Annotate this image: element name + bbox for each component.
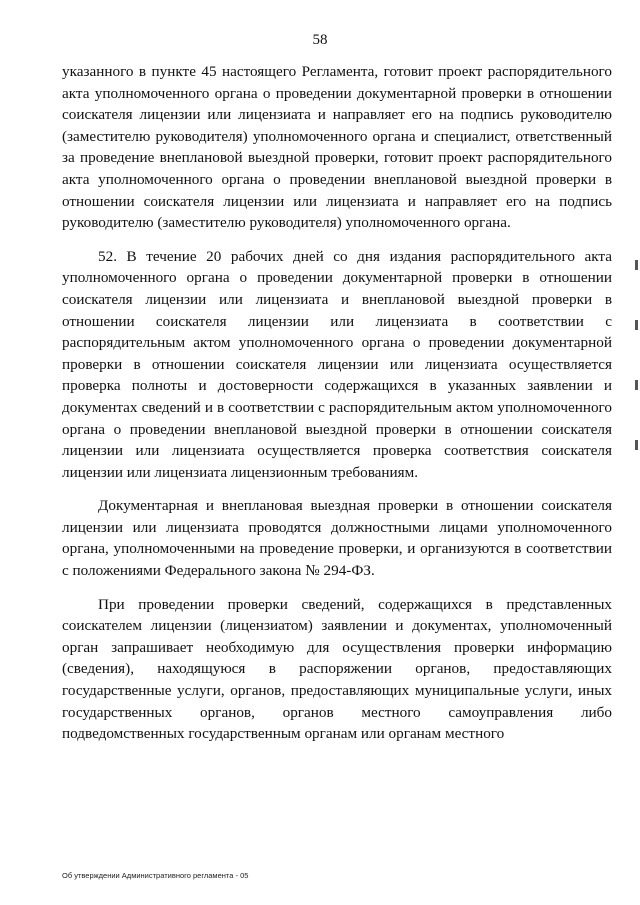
paragraph-clause-52: 52. В течение 20 рабочих дней со дня издания распорядительного акта уполномоченного органа о проведении документарной проверки в отношении соискателя лицензии или лицензиата и внеплановой выездной проверки в отношении соискателя лицензии или лицензиата в соответствии с распорядительным актом уполномоченного органа о проведении документарной проверки в отношении соискателя лицензии или лицензиата осуществляется проверка полноты и достоверности содержащихся в указанных заявлении и документах сведений и в соответствии с распорядительным актом уполномоченного органа о проведении внеплановой выездной проверки в отношении соискателя лицензии или лицензиата осуществляется проверка соответствия соискателя лицензии или лицензиата лицензионным требованиям. [62,247,612,481]
binding-mark [635,440,638,450]
binding-mark [635,320,638,330]
page-footer: Об утверждении Административного регламента - 05 [62,871,249,880]
binding-mark [635,260,638,270]
binding-mark [635,380,638,390]
page-number: 58 [312,32,328,48]
document-body [62,61,612,745]
paragraph-continuation: указанного в пункте 45 настоящего Регламента, готовит проект распорядительного акта уполномоченного органа о проведении документарной проверки в отношении соискателя лицензии или лицензиата и направляет его на подпись руководителю (заместителю руководителя) уполномоченного органа и специалист, ответственный за проведение внеплановой выездной проверки, готовит проект распорядительного акта уполномоченного органа о проведении внеплановой выездной проверки в отношении соискателя лицензии или лицензиата и направляет его на подпись руководителю (заместителю руководителя) уполномоченного органа. [62,63,612,232]
binding-edge-marks [635,260,638,460]
paragraph-verification: При проведении проверки сведений, содержащихся в представленных соискателем лицензии (лицензиатом) заявлении и документах, уполномоченный орган запрашивает необходимую для осуществления проверки информацию (сведения), находящуюся в распоряжении органов, предоставляющих государственные услуги, органов, предоставляющих муниципальные услуги, иных государственных органов, органов местного самоуправления либо подведомственных государственным органам или органам местного [62,595,612,743]
paragraph-inspections: Документарная и внеплановая выездная проверки в отношении соискателя лицензии или лицензиата проводятся должностными лицами уполномоченного органа, уполномоченными на проведение проверки, и организуются в соответствии с положениями Федерального закона № 294-ФЗ. [62,497,612,580]
